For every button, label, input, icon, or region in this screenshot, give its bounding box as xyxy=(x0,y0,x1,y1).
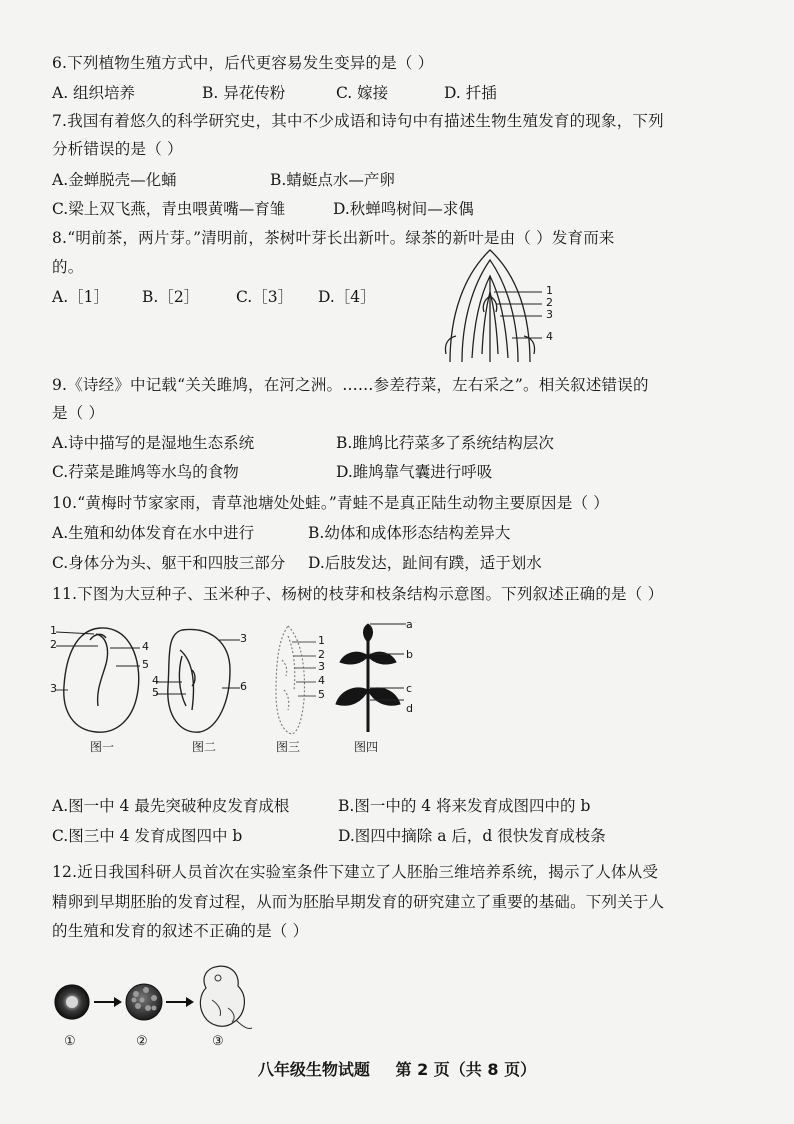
fig4-label-a: a xyxy=(406,618,413,631)
q10-option-b: B.幼体和成体形态结构差异大 xyxy=(308,524,511,542)
fig3-label-2: 2 xyxy=(318,648,325,661)
q7-stem-line1: 7.我国有着悠久的科学研究史，其中不少成语和诗句中有描述生物生殖发育的现象，下列 xyxy=(52,112,664,130)
q8-option-d: D.［4］ xyxy=(318,288,376,306)
q9-stem-line2: 是（ ） xyxy=(52,404,105,422)
q11-option-c: C.图三中 4 发育成图四中 b xyxy=(52,827,243,845)
q6-option-a: A. 组织培养 xyxy=(52,84,136,102)
bud-label-4: 4 xyxy=(546,330,553,343)
bud-label-3: 3 xyxy=(546,308,553,321)
fig3-label-3: 3 xyxy=(318,660,325,673)
q7-stem-line2: 分析错误的是（ ） xyxy=(52,140,183,158)
fig4-label-d: d xyxy=(406,702,413,715)
q10-stem: 10.“黄梅时节家家雨，青草池塘处处蛙。”青蛙不是真正陆生动物主要原因是（ ） xyxy=(52,494,609,512)
q12-stem-line2: 精卵到早期胚胎的发育过程，从而为胚胎早期发育的研究建立了重要的基础。下列关于人 xyxy=(52,893,665,911)
q7-option-c: C.梁上双飞燕，青虫喂黄嘴—育雏 xyxy=(52,200,286,218)
fig2-caption: 图二 xyxy=(192,740,217,754)
fig4-caption: 图四 xyxy=(354,740,379,754)
q11-option-b: B.图一中的 4 将来发育成图四中的 b xyxy=(338,797,591,815)
q10-option-d: D.后肢发达，趾间有蹼，适于划水 xyxy=(308,554,542,572)
q8-option-c: C.［3］ xyxy=(236,288,294,306)
q10-option-c: C.身体分为头、躯干和四肢三部分 xyxy=(52,554,286,572)
q9-option-b: B.雎鸠比荇菜多了系统结构层次 xyxy=(336,434,554,452)
q6-option-c: C. 嫁接 xyxy=(336,84,389,102)
q12-stem-line3: 的生殖和发育的叙述不正确的是（ ） xyxy=(52,922,309,940)
fig2-label-4: 4 xyxy=(152,674,159,687)
q10-option-a: A.生殖和幼体发育在水中进行 xyxy=(52,524,255,542)
q11-option-d: D.图四中摘除 a 后，d 很快发育成枝条 xyxy=(338,827,606,845)
q7-option-d: D.秋蝉鸣树间—求偶 xyxy=(333,200,474,218)
fig1-caption: 图一 xyxy=(90,740,115,754)
footer-page-number: 第 2 页（共 8 页） xyxy=(395,1060,537,1079)
corn-seed-figure xyxy=(152,620,248,752)
branch-figure xyxy=(334,618,418,752)
fig4-label-b: b xyxy=(406,648,413,661)
page-footer xyxy=(0,1057,794,1080)
q9-option-a: A.诗中描写的是湿地生态系统 xyxy=(52,434,255,452)
bud-label-2: 2 xyxy=(546,296,553,309)
fig3-label-1: 1 xyxy=(318,634,325,647)
fig1-label-5: 5 xyxy=(142,658,149,671)
q6-option-d: D. 扦插 xyxy=(444,84,497,102)
fig1-label-2: 2 xyxy=(50,638,57,651)
q11-stem: 11.下图为大豆种子、玉米种子、杨树的枝芽和枝条结构示意图。下列叙述正确的是（ ） xyxy=(52,585,664,603)
footer-subject: 八年级生物试题 xyxy=(257,1060,370,1079)
q9-stem-line1: 9.《诗经》中记载“关关雎鸠，在河之洲。……参差荇菜，左右采之”。相关叙述错误的 xyxy=(52,376,649,394)
embryo-stage-2-label: ② xyxy=(136,1034,148,1049)
branch-bud-figure xyxy=(258,620,330,752)
fig3-caption: 图三 xyxy=(276,740,301,754)
embryo-stage-3-label: ③ xyxy=(212,1034,224,1049)
fig2-label-6: 6 xyxy=(240,680,247,693)
leaf-bud-diagram xyxy=(438,246,568,364)
q8-option-b: B.［2］ xyxy=(142,288,200,306)
q9-option-d: D.雎鸠靠气囊进行呼吸 xyxy=(336,463,493,481)
fig1-label-3: 3 xyxy=(50,682,57,695)
q8-stem-line2: 的。 xyxy=(52,258,84,276)
fig2-label-5: 5 xyxy=(152,686,159,699)
fig1-label-1: 1 xyxy=(50,624,57,637)
q8-stem-line1: 8.“明前茶，两片芽。”清明前，茶树叶芽长出新叶。绿茶的新叶是由（ ）发育而来 xyxy=(52,229,615,247)
q11-option-a: A.图一中 4 最先突破种皮发育成根 xyxy=(52,797,290,815)
embryo-stage-1-label: ① xyxy=(64,1034,76,1049)
fig4-label-c: c xyxy=(406,682,413,695)
fig1-label-4: 4 xyxy=(142,640,149,653)
q7-option-b: B.蜻蜓点水—产卵 xyxy=(270,171,395,189)
fig3-label-5: 5 xyxy=(318,688,325,701)
q6-option-b: B. 异花传粉 xyxy=(202,84,286,102)
q6-stem: 6.下列植物生殖方式中，后代更容易发生变异的是（ ） xyxy=(52,54,434,72)
fig2-label-3: 3 xyxy=(240,632,247,645)
fig3-label-4: 4 xyxy=(318,674,325,687)
q7-option-a: A.金蝉脱壳—化蛹 xyxy=(52,171,177,189)
q9-option-c: C.荇菜是雎鸠等水鸟的食物 xyxy=(52,463,239,481)
q12-stem-line1: 12.近日我国科研人员首次在实验室条件下建立了人胚胎三维培养系统，揭示了人体从受 xyxy=(52,863,659,881)
soybean-seed-figure xyxy=(50,620,150,752)
embryo-development-figure xyxy=(52,960,262,1052)
q8-option-a: A.［1］ xyxy=(52,288,109,306)
bud-label-1: 1 xyxy=(546,284,553,297)
